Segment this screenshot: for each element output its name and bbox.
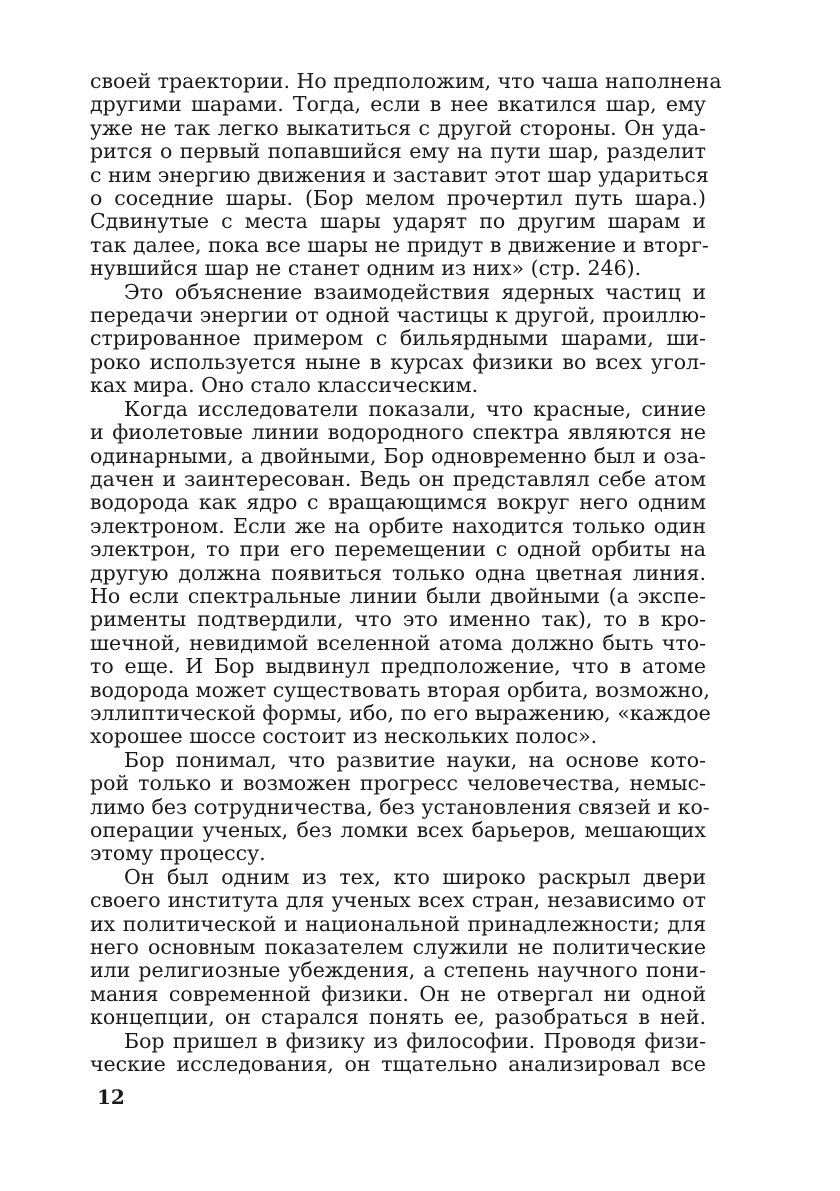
- text-line: о соседние шары. (Бор мелом прочертил путь шара.): [90, 186, 706, 211]
- text-line: Но если спектральные линии были двойными (а экспе-: [90, 583, 706, 608]
- text-line: рой только и возможен прогресс человечества, немыс-: [90, 771, 706, 796]
- text-line: ках мира. Оно стало классическим.: [90, 373, 479, 398]
- page-number: 12: [97, 1085, 125, 1109]
- text-line: Это объяснение взаимодействия ядерных частиц и: [124, 279, 706, 304]
- text-line: роко используется ныне в курсах физики во всех угол-: [90, 349, 706, 374]
- text-line: операции ученых, без ломки всех барьеров, мешающих: [90, 818, 706, 842]
- text-line: и фиолетовые линии водородного спектра являются не: [90, 420, 706, 445]
- text-line: водорода как ядро с вращающимся вокруг него одним: [90, 490, 706, 515]
- paragraph-1: [90, 69, 722, 281]
- text-line: электрон, то при его перемещении с одной орбиты на: [90, 537, 706, 562]
- text-line: ческие исследования, он тщательно анализировал все: [90, 1052, 706, 1077]
- text-line: шечной, невидимой вселенной атома должно быть что-: [90, 630, 706, 655]
- text-line: электроном. Если же на орбите находится только один: [90, 513, 706, 538]
- paragraph-6: [90, 1030, 706, 1077]
- text-line: рименты подтвердили, что это именно так), то в кро-: [90, 607, 706, 632]
- paragraph-4: [90, 747, 710, 866]
- text-line: него основным показателем служили не политические: [90, 935, 706, 960]
- text-line: то еще. И Бор выдвинул предположение, что в атоме: [90, 654, 706, 679]
- text-line: Он был одним из тех, кто широко раскрыл двери: [124, 864, 706, 889]
- text-line: так далее, пока все шары не придут в движение и вторг-: [90, 232, 709, 257]
- text-line: дачен и заинтересован. Ведь он представлял себе атом: [90, 466, 706, 491]
- text-line: мания современной физики. Он не отвергал ни одной: [90, 981, 706, 1006]
- text-line: своей траектории. Но предположим, что чаша наполнена: [90, 69, 722, 93]
- text-line: рится о первый попавшийся ему на пути шар, разделит: [90, 139, 706, 164]
- paragraph-3: [90, 396, 711, 749]
- text-line: хорошее шоссе состоит из нескольких полос».: [90, 724, 598, 749]
- text-line: с ним энергию движения и заставит этот шар удариться: [90, 162, 709, 187]
- text-line: нувшийся шар не станет одним из них» (стр. 246).: [90, 256, 642, 281]
- body-text: [90, 69, 722, 1077]
- text-line: водорода может существовать вторая орбита, возможно,: [90, 677, 710, 702]
- paragraph-5: [90, 866, 706, 1030]
- text-line: стрированное примером с бильярдными шарами, ши-: [90, 326, 706, 351]
- text-line: Когда исследователи показали, что красные, синие: [124, 396, 706, 421]
- text-line: другими шарами. Тогда, если в нее вкатился шар, ему: [90, 92, 706, 117]
- text-line: уже не так легко выкатиться с другой стороны. Он уда-: [90, 115, 706, 140]
- text-line: одинарными, а двойными, Бор одновременно был и оза-: [90, 443, 706, 468]
- text-line: или религиозные убеждения, а степень научного пони-: [90, 958, 706, 983]
- text-line: другую должна появиться только одна цветная линия.: [90, 560, 706, 585]
- text-line: эллиптической формы, ибо, по его выражению, «каждое: [90, 700, 711, 725]
- text-line: Бор понимал, что развитие науки, на основе кото-: [124, 747, 706, 772]
- text-line: концепции, он старался понять ее, разобраться в ней.: [90, 1005, 706, 1030]
- text-line: своего института для ученых всех стран, независимо от: [90, 888, 706, 913]
- text-line: Бор пришел в физику из философии. Проводя физи-: [124, 1028, 706, 1053]
- text-line: их политической и национальной принадлежности; для: [90, 911, 706, 936]
- paragraph-2: [90, 281, 706, 398]
- text-line: передачи энергии от одной частицы к другой, проиллю-: [90, 303, 706, 328]
- text-line: Сдвинутые с места шары ударят по другим шарам и: [90, 209, 706, 234]
- text-line: этому процессу.: [90, 841, 266, 866]
- text-line: лимо без сотрудничества, без установления связей и ко-: [90, 794, 710, 819]
